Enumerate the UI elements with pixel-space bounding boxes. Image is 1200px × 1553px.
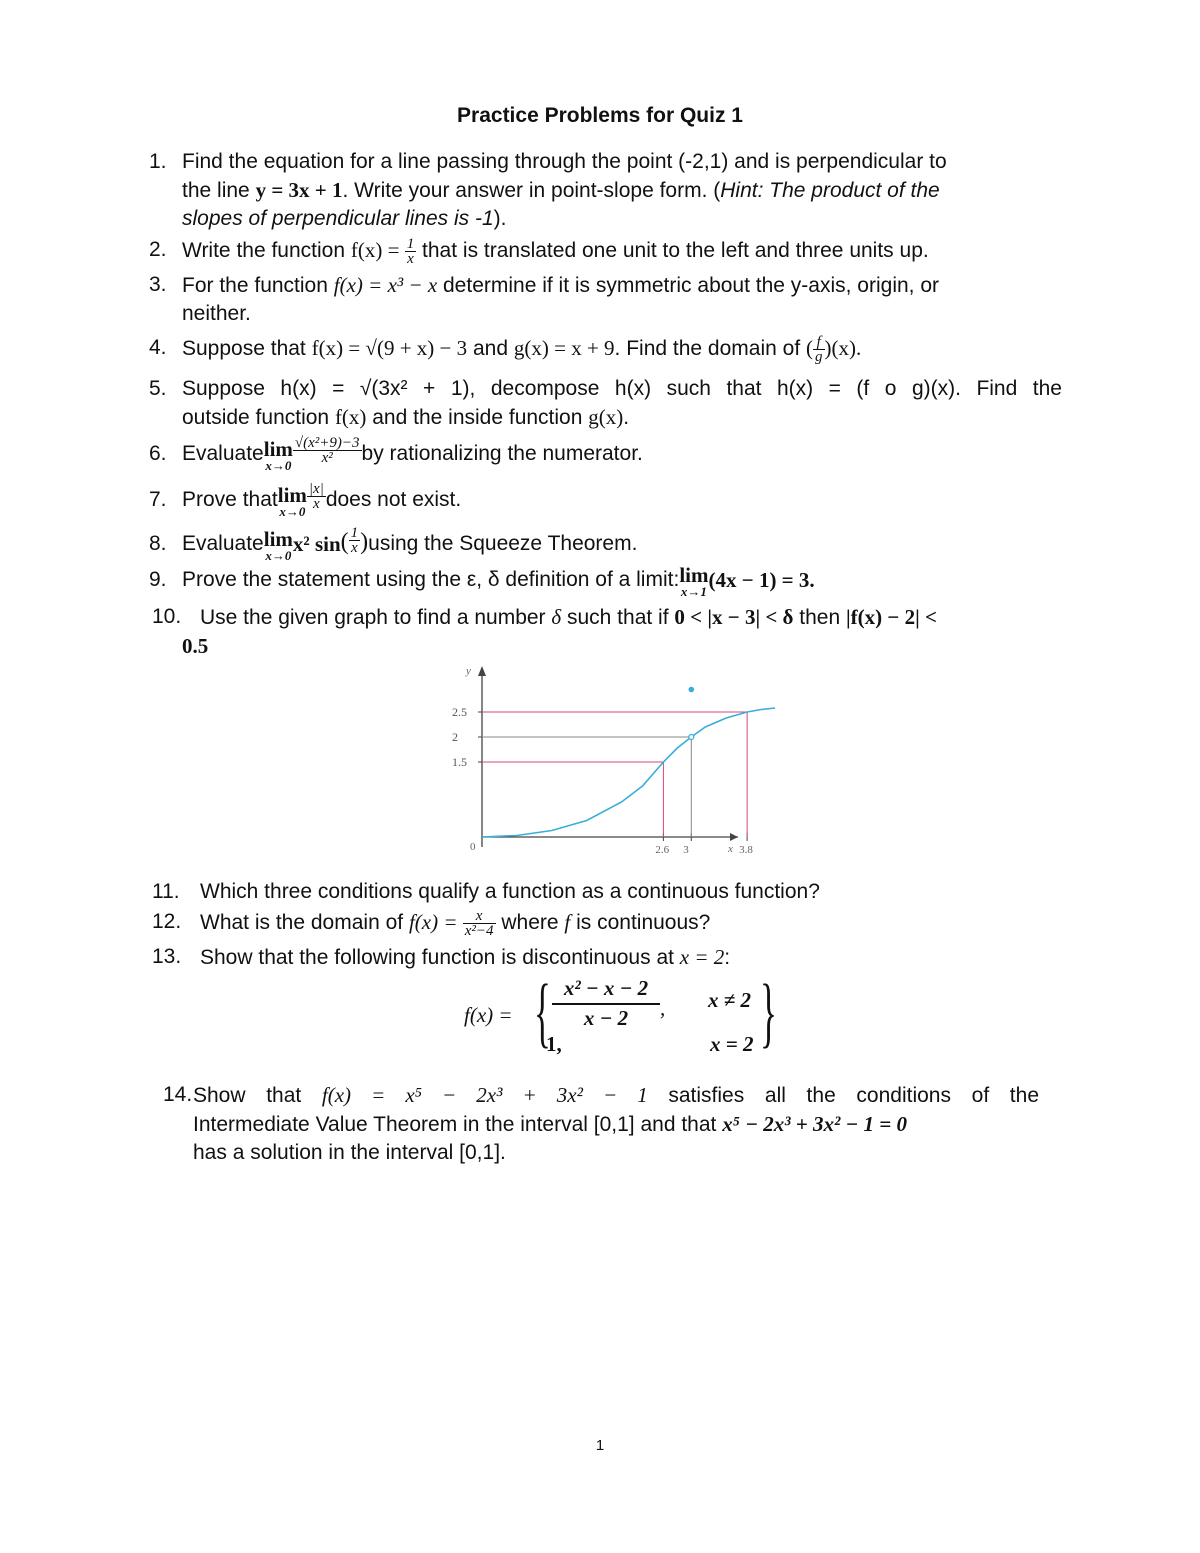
problem-number: 10. xyxy=(152,605,182,628)
math-expression: g(x) xyxy=(588,405,624,429)
guide-line-upper xyxy=(482,712,747,837)
problem-number: 1. xyxy=(149,150,167,173)
x-tick-label: 2.6 xyxy=(655,844,670,856)
piecewise-condition-2: x = 2 xyxy=(710,1032,754,1056)
y-axis-label: y xyxy=(466,665,471,677)
graph-layer xyxy=(452,665,775,856)
math-expression: f(x) xyxy=(334,405,367,429)
problem-12: 12. What is the domain of f(x) = $\frac{x}{\text{x²−4}}$ where f is continuous? xyxy=(152,907,711,939)
problem-number: 2. xyxy=(149,238,167,261)
problem-7: 7. Prove thatlim x→0 $\frac{|x|}{x}$ does not exist. xyxy=(149,481,462,519)
math-expression: x⁵ − 2x³ + 3x² − 1 = 0 xyxy=(722,1112,907,1136)
problem-number: 5. xyxy=(149,377,167,400)
problem-2: 2. Write the function f(x) = $\frac{1}{x}$ that is translated one unit to the left and three units up. xyxy=(149,235,929,267)
piecewise-lhs: f(x) = xyxy=(464,1003,513,1027)
fraction: $\frac{1}{x}$ xyxy=(350,525,359,556)
problem-number: 4. xyxy=(149,336,167,359)
math-expression: f(x) = xyxy=(408,910,463,934)
problem-3: 3. For the function f(x) = x³ − x determine if it is symmetric about the y-axis, origin, or neither. xyxy=(149,273,940,325)
math-expression: g(x) = x + 9 xyxy=(513,336,615,360)
math-expression: x = 2 xyxy=(679,945,725,969)
limit-operator: lim x→0 xyxy=(263,437,293,473)
isolated-point xyxy=(689,687,695,693)
origin-label: 0 xyxy=(470,841,476,853)
page-number: 1 xyxy=(595,1437,605,1454)
right-brace: } xyxy=(760,968,777,1055)
math-expression: y = 3x + 1 xyxy=(255,178,343,202)
left-brace: { xyxy=(534,968,551,1055)
math-expression: 0 < |x − 3| < δ xyxy=(674,605,794,629)
problem-number: 6. xyxy=(149,442,167,465)
y-tick-label: 1.5 xyxy=(452,755,467,769)
problem-10-line-2: 0.5 xyxy=(182,634,209,658)
piecewise-denominator: x − 2 xyxy=(583,1006,629,1030)
math-expression: |f(x) − 2| < xyxy=(846,605,937,629)
problem-number: 14. xyxy=(163,1083,193,1106)
open-circle xyxy=(689,735,694,740)
fraction-bar xyxy=(552,1003,660,1005)
problem-number: 13. xyxy=(152,945,182,968)
problem-number: 3. xyxy=(149,273,167,296)
reference-line xyxy=(482,737,691,837)
problem-text-line: Find the equation for a line passing through the point (-2,1) and is perpendicular to xyxy=(182,150,947,173)
x-tick-label: 3.8 xyxy=(739,844,753,856)
function-curve xyxy=(482,708,775,837)
y-axis-arrow xyxy=(478,666,486,676)
problem-number: 8. xyxy=(149,532,167,555)
problem-8: 8. Evaluatelim x→0 x² sin( $\frac{1}{x}$ )using the Squeeze Theorem. xyxy=(149,525,638,563)
problem-number: 7. xyxy=(149,488,167,511)
function-graph xyxy=(430,660,753,860)
problem-text-line: slopes of perpendicular lines is -1). xyxy=(182,207,507,230)
fraction: $\frac{1}{x}$ xyxy=(406,235,415,267)
fraction: $\frac{\text{√(x²+9)−3}}{\text{x²}}$ xyxy=(294,435,360,466)
limit-operator: lim x→1 xyxy=(679,563,709,599)
math-expression: (4x − 1) = 3. xyxy=(708,568,815,592)
x-axis-arrow xyxy=(730,833,738,841)
problem-9: 9. Prove the statement using the ε, δ definition of a limit:lim x→1 (4x − 1) = 3. xyxy=(149,563,815,599)
fraction: $\frac{f}{g}$ xyxy=(815,333,823,365)
problem-6: 6. Evaluatelim x→0 $\frac{\text{√(x²+9)−3}}{\text{x²}}$ by rationalizing the numerator. xyxy=(149,435,643,473)
fraction: $\frac{x}{\text{x²−4}}$ xyxy=(464,907,494,939)
y-tick-label: 2.5 xyxy=(452,705,467,719)
problem-10: 10. Use the given graph to find a number δ such that if 0 < |x − 3| < δ then |f(x) − 2| < xyxy=(152,605,937,629)
math-expression: f(x) = x³ − x xyxy=(333,273,438,297)
problem-11: 11. Which three conditions qualify a function as a continuous function? xyxy=(200,878,1062,906)
piecewise-value-2: 1, xyxy=(546,1032,562,1056)
math-expression: x² sin xyxy=(292,532,341,556)
x-tick-label: 3 xyxy=(683,844,689,856)
fraction: $\frac{|x|}{x}$ xyxy=(308,481,324,512)
problem-number: 12. xyxy=(152,910,182,933)
problem-4: 4. Suppose that f(x) = √(9 + x) − 3 and g(x) = x + 9. Find the domain of ( $\frac{f}{g}$ )(x). xyxy=(149,333,862,365)
problem-number: 9. xyxy=(149,568,167,591)
page-title: Practice Problems for Quiz 1 xyxy=(457,104,743,127)
limit-operator: lim x→0 xyxy=(277,483,307,519)
math-expression: f(x) = xyxy=(350,238,405,262)
problem-text-line: the line y = 3x + 1. Write your answer in point-slope form. (Hint: The product of the xyxy=(182,178,940,202)
y-tick-label: 2 xyxy=(452,730,458,744)
limit-operator: lim x→0 xyxy=(263,527,293,563)
x-axis-label: x xyxy=(728,843,733,855)
problem-1 xyxy=(149,148,1062,233)
problem-13: 13. Show that the following function is discontinuous at x = 2: xyxy=(152,945,731,969)
piecewise-numerator: x² − x − 2 xyxy=(563,976,649,1000)
problem-14: 14. Show that f(x) = x⁵ − 2x³ + 3x² − 1 satisfies all the conditions of the Intermediate Value Theorem in the interval [0,1] and that x⁵ − 2x³ + 3x² − 1 = 0 has a solution in the interval [0,1]. xyxy=(163,1083,1040,1164)
math-expression: f(x) = √(9 + x) − 3 xyxy=(311,336,468,360)
problem-number: 11. xyxy=(152,880,180,903)
piecewise-function: f(x) = { x² − x − 2 x − 2 , x ≠ 2 1, x = 2 } xyxy=(464,968,777,1056)
math-expression: f(x) = x⁵ − 2x³ + 3x² − 1 xyxy=(321,1083,648,1107)
guide-line-lower xyxy=(482,762,663,837)
piecewise-condition-1: x ≠ 2 xyxy=(708,988,752,1012)
problem-5: 5. Suppose h(x) = √(3x² + 1), decompose h(x) such that h(x) = (f o g)(x). Find the outside function f(x) and the inside function g(x). xyxy=(149,377,1062,429)
